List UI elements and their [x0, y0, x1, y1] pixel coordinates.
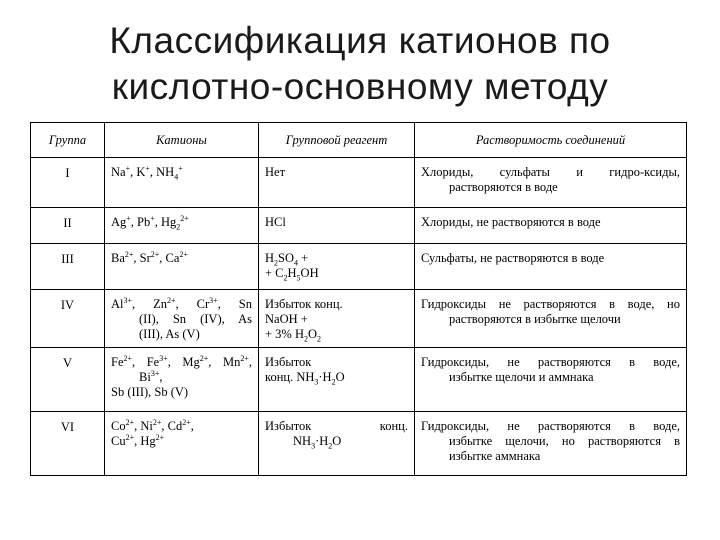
solubility-line: Хлориды, сульфаты и гидро-ксиды, [421, 165, 680, 179]
solubility-line: растворяются в избытке щелочи [449, 312, 621, 326]
cations-cell: $Al^{3+}$, $Zn^{2+}$, $Cr^{3+}$, Sn (II), Sn (IV), As (III), As (V) [105, 290, 259, 348]
header-row [31, 123, 687, 158]
group-cell: V [31, 348, 105, 412]
table-row [31, 208, 687, 244]
table-row [31, 244, 687, 290]
solubility-cell [415, 290, 687, 348]
cation-classification-table [30, 122, 687, 476]
cations-cell: $Ba^{2+}$, $Sr^{2+}$, $Ca^{2+}$ [105, 244, 259, 290]
group-cell: VI [31, 412, 105, 476]
solubility-cell: Сульфаты, не растворяются в воде [415, 244, 687, 290]
solubility-cell [415, 158, 687, 208]
solubility-line: Гидроксиды не растворяются в воде, но [421, 297, 680, 311]
solubility-cell [415, 348, 687, 412]
solubility-line: растворяются в воде [449, 180, 558, 194]
group-cell: II [31, 208, 105, 244]
reagent-cell: Нет [259, 158, 415, 208]
reagent-cell: Избыток конц. $NH_3\cdot H_2O$ [259, 412, 415, 476]
reagent-line: Избыток конц. [265, 297, 343, 311]
solubility-line: избытке аммнака [449, 449, 541, 463]
group-cell: III [31, 244, 105, 290]
reagent-line: NaOH + [265, 312, 308, 326]
group-cell: IV [31, 290, 105, 348]
table-row [31, 158, 687, 208]
solubility-cell [415, 412, 687, 476]
table-row [31, 412, 687, 476]
table-row [31, 290, 687, 348]
reagent-word: Избыток [265, 419, 312, 433]
cations-cell: $Fe^{2+}$, $Fe^{3+}$, $Mg^{2+}$, $Mn^{2+}$, $Bi^{3+}$, Sb (III), Sb (V) [105, 348, 259, 412]
title-line-1: Классификация катионов по [109, 20, 611, 61]
solubility-line: избытке щелочи, но растворяются в [449, 434, 680, 448]
cations-cell: Na+, K+, $NH_4^+$ [105, 158, 259, 208]
reagent-cell: Избыток конц. NaOH + + 3% $H_2O_2$ [259, 290, 415, 348]
reagent-cell: $H_2SO_4$ + + $C_2H_5OH$ [259, 244, 415, 290]
solubility-line: Гидроксиды, не растворяются в воде, [421, 355, 680, 369]
header-cations: Катионы [105, 123, 259, 158]
solubility-line: избытке щелочи и аммнака [449, 370, 594, 384]
reagent-line: конц. [265, 370, 294, 384]
header-solubility: Растворимость соединений [415, 123, 687, 158]
reagent-word: конц. [379, 419, 408, 433]
cations-cell: $Co^{2+}$, $Ni^{2+}$, $Cd^{2+}$, $Cu^{2+}$, $Hg^{2+}$ [105, 412, 259, 476]
header-reagent: Групповой реагент [259, 123, 415, 158]
slide-title [0, 18, 720, 110]
reagent-cell: HCl [259, 208, 415, 244]
reagent-line: Избыток [265, 355, 312, 369]
reagent-cell: Избыток конц. $NH_3\cdot H_2O$ [259, 348, 415, 412]
table-row [31, 348, 687, 412]
title-line-2: кислотно-основному методу [111, 66, 609, 107]
header-group: Группа [31, 123, 105, 158]
group-cell: I [31, 158, 105, 208]
solubility-cell: Хлориды, не растворяются в воде [415, 208, 687, 244]
solubility-line: Гидроксиды, не растворяются в воде, [421, 419, 680, 433]
cations-cell: Ag+, Pb+, $Hg_2^{2+}$ [105, 208, 259, 244]
